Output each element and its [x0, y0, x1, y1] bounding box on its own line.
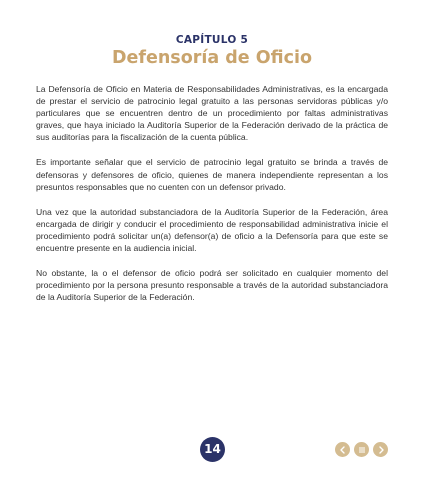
arrow-left-icon — [339, 446, 347, 454]
next-page-button[interactable] — [373, 442, 388, 457]
paragraph-4: No obstante, la o el defensor de oficio podrá ser solicitado en cualquier momento del procedimiento por la persona presunto responsable a través de la autoridad substanciadora de la Auditoría Superior de la Federación. — [36, 268, 388, 303]
paragraph-2: Es importante señalar que el servicio de patrocinio legal gratuito se brinda a través de defensoras y defensores de oficio, quienes de manera independiente representan a los presuntos responsables que no cuenten con un defensor privado. — [36, 157, 388, 192]
page-title: Defensoría de Oficio — [111, 48, 313, 68]
body-text — [36, 83, 388, 316]
menu-icon — [358, 446, 366, 454]
menu-button[interactable] — [354, 442, 369, 457]
paragraph-3: Una vez que la autoridad substanciadora de la Auditoría Superior de la Federación, área encargada de dirigir y conducir el procedimiento de responsabilidad administrativa inicie el procedimiento podrá solicitar un(a) defensor(a) de oficio a la Defensoría para que este se encuentre presente en la audiencia inicial. — [36, 206, 388, 254]
chapter-label: CAPÍTULO 5 — [175, 34, 249, 46]
arrow-right-icon — [377, 446, 385, 454]
page-number-badge: 14 — [200, 437, 225, 462]
paragraph-1: La Defensoría de Oficio en Materia de Responsabilidades Administrativas, es la encargada de prestar el servicio de patrocinio legal gratuito a las personas servidoras públicas y/o particulares que se encuentren dentro de un procedimiento por faltas administrativas graves, que haya iniciado la Auditoría Superior de la Federación derivado de la práctica de sus auditorías para la fiscalización de la cuenta pública. — [36, 84, 388, 143]
previous-page-button[interactable] — [335, 442, 350, 457]
